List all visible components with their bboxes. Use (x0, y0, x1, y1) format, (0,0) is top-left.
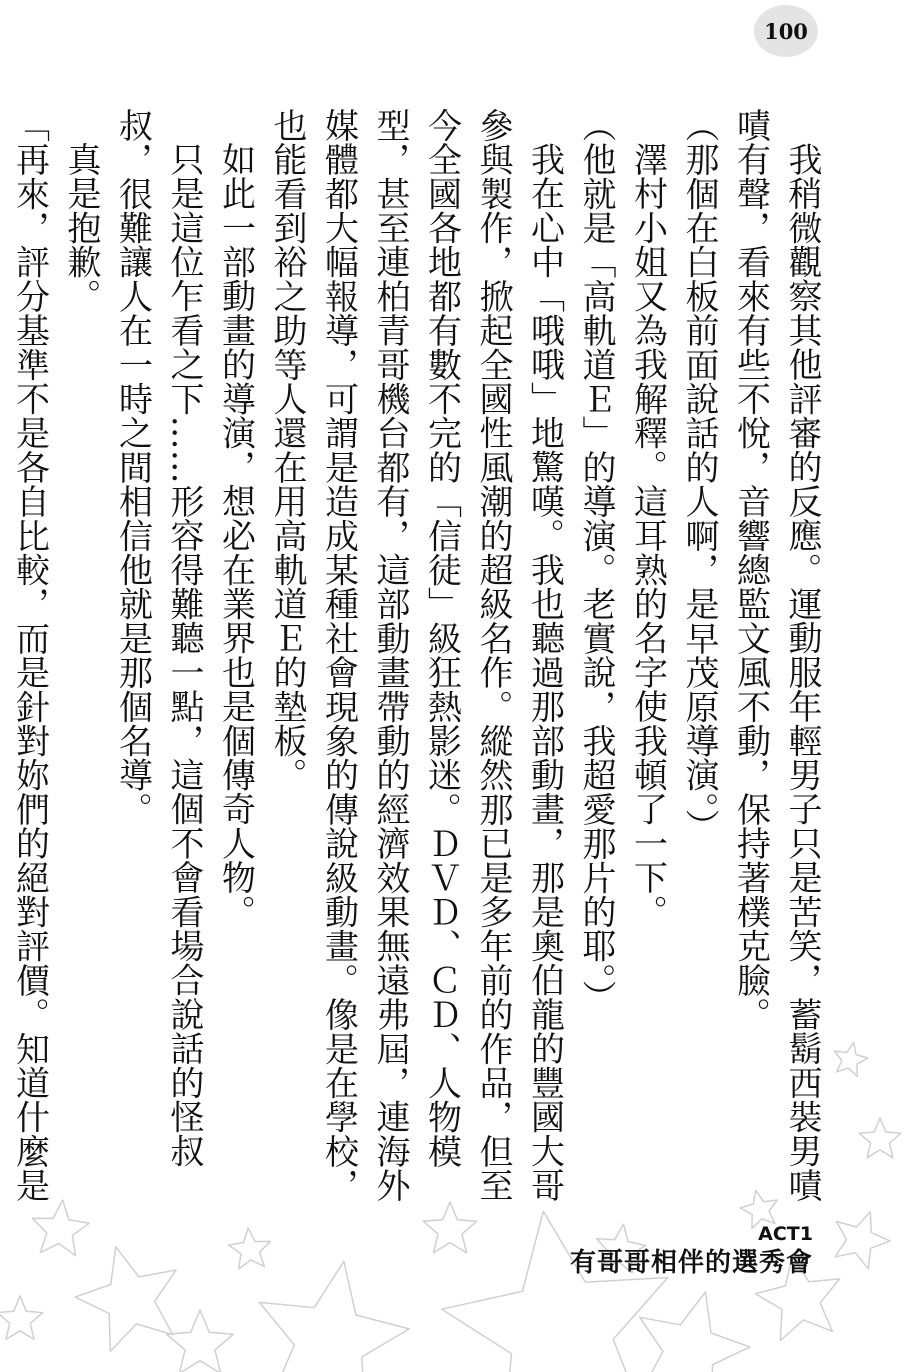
star-outline (859, 1118, 901, 1158)
star-outline (32, 1200, 89, 1256)
paragraph: 「再來，評分基準不是各自比較，而是針對妳們的絕對評價。知道什麼是 (9, 108, 50, 1203)
star-outline (834, 1042, 868, 1076)
star-outline (259, 1261, 409, 1372)
chapter-footer (570, 1222, 813, 1280)
paragraph: （他就是「高軌道Ｅ」的導演。老實說，我超愛那片的耶。） (576, 108, 616, 1015)
star-outline (835, 1212, 890, 1269)
paragraph: 真是抱歉。 (61, 142, 101, 313)
paragraph: 澤村小姐又為我解釋。這耳熟的名字使我頓了一下。 (627, 142, 668, 929)
page-number: 100 (754, 5, 818, 57)
star-outline (75, 1247, 176, 1351)
chapter-act-label: ACT1 (758, 1223, 813, 1245)
paragraph: （那個在白板前面說話的人啊，是早茂原導演。） (679, 108, 719, 844)
paragraph: 我稍微觀察其他評審的反應。運動服年輕男子只是苦笑，蓄鬍西裝男嘖嘖有聲，看來有些不悅，音響總監文風不動，保持著樸克臉。 (730, 108, 822, 1203)
star-outline (0, 1296, 43, 1339)
star-outline (229, 1228, 271, 1269)
body-text (0, 108, 827, 1208)
chapter-title: 有哥哥相伴的選秀會 (569, 1248, 813, 1278)
star-outline (167, 1310, 234, 1372)
star-outline (640, 1292, 750, 1372)
paragraph: 我在心中「哦哦」地驚嘆。我也聽過那部動畫，那是奧伯龍的豐國大哥參與製作，掀起全國性風潮的超級名作。縱然那已是多年前的作品，但至今全國各地都有數不完的「信徒」級狂熱影迷。ＤＶＤ、ＣＤ、人物模型，甚至連柏青哥機台都有，這部動畫帶動的經濟效果無遠弗屆，連海外媒體都大幅報導，可謂是造成某種社會現象的傳說級動畫。像是在學校，也能看到裕之助等人還在用高軌道Ｅ的墊板。 (267, 108, 565, 1203)
paragraph: 如此一部動畫的導演，想必在業界也是個傳奇人物。 (215, 142, 256, 929)
star-outline (423, 1202, 476, 1253)
paragraph: 只是這位乍看之下……形容得難聽一點，這個不會看場合說話的怪叔叔，很難讓人在一時之間相信他就是那個名導。 (112, 108, 204, 1168)
